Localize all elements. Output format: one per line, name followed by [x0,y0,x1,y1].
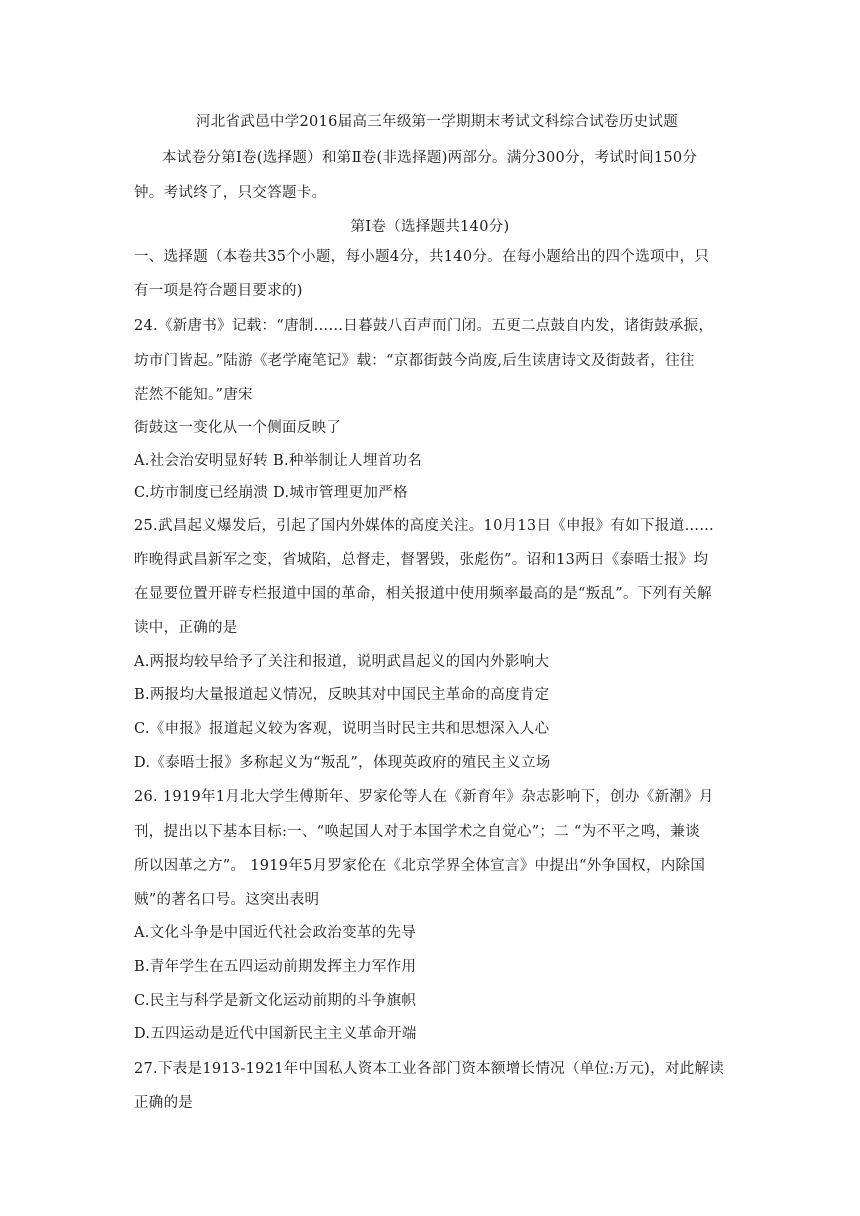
question-26-stem: 贼”的著名口号。这突出表明 [134,892,320,908]
question-24-stem: 茫然不能知。”唐宋 [134,387,253,403]
intro-text: 本试卷分第Ⅰ卷(选择题）和第Ⅱ卷(非选择题)两部分。满分300分，考试时间150分 [162,150,698,166]
question-26-stem: 刊，提出以下基本目标:一、“唤起国人对于本国学术之自觉心”；二 “为不平之鸣，兼谈 [134,824,701,840]
question-24-option: C.坊市制度已经崩溃 D.城市管理更加严格 [134,485,408,501]
question-26-option: B.青年学生在五四运动前期发挥主力军作用 [134,959,417,975]
question-25-stem: 在显要位置开辟专栏报道中国的革命，相关报道中使用频率最高的是“叛乱”。下列有关解 [134,586,712,602]
question-27-stem: 正确的是 [134,1095,194,1111]
question-25-stem: 25.武昌起义爆发后，引起了国内外媒体的高度关注。10月13日《申报》有如下报道…… [134,518,715,534]
instructions-text: 有一项是符合题目要求的) [134,283,303,299]
question-26-option: D.五四运动是近代中国新民主主义革命开端 [134,1026,417,1042]
question-24-stem: 24.《新唐书》记载：“唐制……日暮鼓八百声而门闭。五更二点鼓自内发，诸街鼓承振， [134,318,714,334]
intro-text: 钟。考试终了，只交答题卡。 [134,185,327,201]
question-25-stem: 昨晚得武昌新军之变，省城陷，总督走，督署毁，张彪伤”。诏和13两日《泰晤士报》均 [134,552,709,568]
question-27-stem: 27.下表是1913-1921年中国私人资本工业各部门资本额增长情况（单位:万元)，对此解读 [134,1061,725,1077]
question-26-option: A.文化斗争是中国近代社会政治变革的先导 [134,925,417,941]
question-25-option: A.两报均较早给予了关注和报道，说明武昌起义的国内外影响大 [134,654,550,670]
question-26-stem: 26. 1919年1月北大学生傅斯年、罗家伦等人在《新育年》杂志影响下，创办《新潮》月 [134,789,714,805]
section-heading: 第Ⅰ卷（选择题共140分) [350,219,510,235]
instructions-text: 一、选择题（本卷共35个小题，每小题4分，共140分。在每小题给出的四个选项中，只 [134,249,710,265]
question-25-option: D.《泰晤士报》多称起义为“叛乱”，体现英政府的殖民主义立场 [134,755,551,771]
question-25-option: B.两报均大量报道起义情况，反映其对中国民主革命的高度肯定 [134,687,550,703]
question-24-stem: 街鼓这一变化从一个侧面反映了 [134,420,342,436]
document-title: 河北省武邑中学2016届高三年级第一学期期末考试文科综合试卷历史试题 [195,114,679,130]
question-24-option: A.社会治安明显好转 B.种举制让人埋首功名 [134,453,423,469]
question-26-stem: 所以因革之方”。 1919年5月罗家伦在《北京学界全体宣言》中提出“外争国权，内除国 [134,858,706,874]
question-25-stem: 读中，正确的是 [134,620,238,636]
question-24-stem: 坊市门皆起。”陆游《老学庵笔记》载：“京都街鼓今尚废,后生读唐诗文及街鼓者，往往 [134,353,695,369]
question-26-option: C.民主与科学是新文化运动前期的斗争旗帜 [134,993,417,1009]
question-25-option: C.《申报》报道起义较为客观，说明当时民主共和思想深入人心 [134,721,550,737]
